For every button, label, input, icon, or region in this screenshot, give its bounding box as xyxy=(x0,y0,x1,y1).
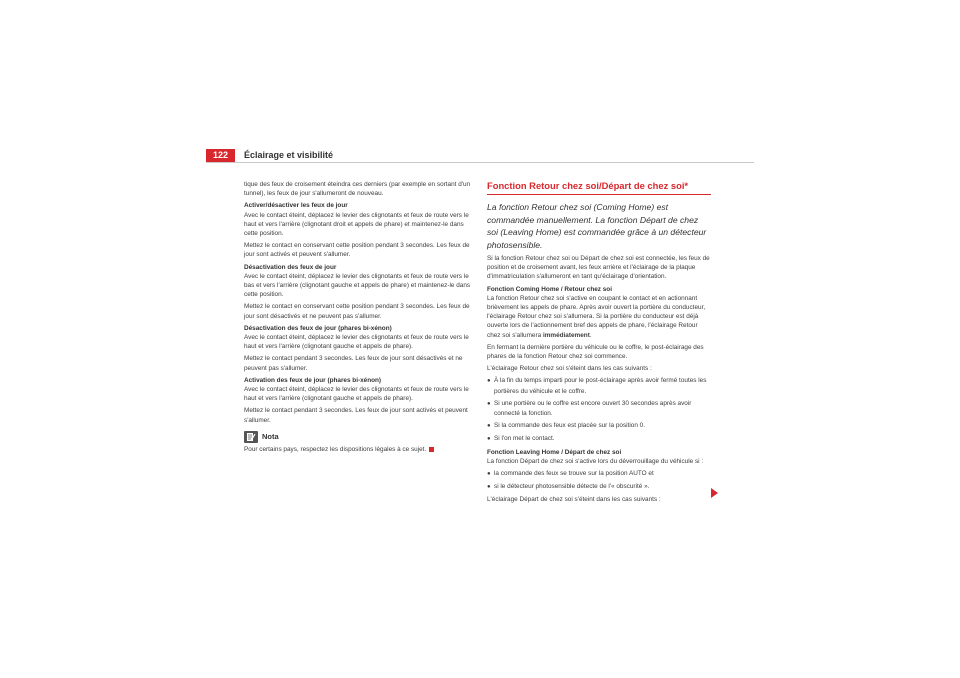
note-box xyxy=(244,431,472,454)
paragraph: Avec le contact éteint, déplacez le levier des clignotants et feux de route vers le haut et vers l'arrière (clignotant gauche et appels de phare). xyxy=(244,334,469,351)
list-item: ● si le détecteur photosensible détecte de l'« obscurité ». xyxy=(487,482,711,492)
paragraph: Avec le contact éteint, déplacez le levier des clignotants et feux de route vers le haut et vers l'arrière (clignotant gauche et appels de phare). xyxy=(244,386,469,403)
section-subtitle: La fonction Retour chez soi (Coming Home) est commandée manuellement. La fonction Départ de chez soi (Leaving Home) est commandée grâce à un détecteur photosensible. xyxy=(487,202,707,250)
bullet-icon: ● xyxy=(487,378,491,385)
section-heading: Désactivation des feux de jour xyxy=(244,263,337,271)
paragraph: Mettez le contact pendant 3 secondes. Les feux de jour sont désactivés et ne peuvent pas s'allumer. xyxy=(244,355,463,372)
bullet-icon: ● xyxy=(487,423,491,430)
section-title-underline xyxy=(487,194,711,195)
section-heading: Désactivation des feux de jour (phares bi-xénon) xyxy=(244,324,392,332)
note-text: Pour certains pays, respectez les dispositions légales à ce sujet. xyxy=(244,445,427,453)
list-item: ● la commande des feux se trouve sur la position AUTO et xyxy=(487,469,711,479)
section-heading: Fonction Leaving Home / Départ de chez soi xyxy=(487,448,622,456)
header-divider xyxy=(206,162,754,163)
list-item: ● Si la commande des feux est placée sur la position 0. xyxy=(487,421,711,431)
paragraph: En fermant la dernière portière du véhicule ou le coffre, le post-éclairage des phares de la fonction Retour chez soi commence. xyxy=(487,343,704,361)
note-label: Nota xyxy=(262,432,279,442)
bullet-icon: ● xyxy=(487,400,491,407)
bullet-icon: ● xyxy=(487,484,491,491)
paragraph: Mettez le contact pendant 3 secondes. Les feux de jour sont activés et peuvent s'allumer. xyxy=(244,407,468,424)
left-column xyxy=(244,180,472,454)
paragraph: Mettez le contact en conservant cette position pendant 3 secondes. Les feux de jour sont activés et peuvent s'allumer. xyxy=(244,242,470,259)
paragraph: L'éclairage Retour chez soi s'éteint dans les cas suivants : xyxy=(487,365,652,373)
end-of-section-marker xyxy=(429,447,434,452)
paragraph: Avec le contact éteint, déplacez le levier des clignotants et feux de route vers le haut et vers l'arrière (clignotant droit et appels de phare) et maintenez-le dans cette position. xyxy=(244,211,469,238)
chapter-title: Éclairage et visibilité xyxy=(244,150,334,160)
bullet-icon: ● xyxy=(487,436,491,443)
paragraph: La fonction Départ de chez soi s'active lors du déverrouillage du véhicule si : xyxy=(487,457,704,465)
emphasis-text: immédiatement xyxy=(542,331,590,339)
section-heading: Fonction Coming Home / Retour chez soi xyxy=(487,285,612,293)
bullet-icon: ● xyxy=(487,471,491,478)
intro-text: Si la fonction Retour chez soi ou Départ de chez soi est connectée, les feux de position et de croisement avant, les feux arrière et l'éclairage de la plaque d'immatriculation s'allumeront en tant qu'éclairage d'orientation. xyxy=(487,255,710,281)
paragraph: La fonction Retour chez soi s'active en coupant le contact et en actionnant brièvement les appels de phare. Après avoir ouvert la portière du conducteur, l'éclairage Retour chez soi s'allumera. Si la portière du conducteur est déjà ouverte lors de l'actionnement bref des appels de phare, l'éclairage Retour chez soi s'allumera xyxy=(487,294,706,339)
right-column: Fonction Retour chez soi/Départ de chez soi* La fonction Retour chez soi (Coming Home) est commandée manuellement. La fonction Départ de chez soi (Leaving Home) est commandée grâce à un détecteur photosensible. Si la fonction Retour chez soi ou Départ de chez soi est connectée, les feux de position et de croisement avant, les feux arrière et l'éclairage de la plaque d'immatriculation s'allumeront en tant qu'éclairage d'orientation. Fonction Coming Home / Retour chez soi La fonction Retour chez soi s'active en coupant le contact et en actionnant brièvement les appels de phare. Après avoir ouvert la portière du conducteur, l'éclairage Retour chez soi s'allumera. Si la portière du conducteur est déjà ouverte lors de l'actionnement bref des appels de phare, l'éclairage Retour chez soi s'allumera immédiatement. En fermant la dernière portière du véhicule ou le coffre, le post-éclairage des phares de la fonction Retour chez soi commence. L'éclairage Retour chez soi s'éteint dans les cas suivants : ● À la fin du temps imparti pour le post-éclairage après avoir fermé toutes les portières du véhicule et le coffre. ● Si une portière ou le coffre est encore ouvert 30 secondes après avoir connecté la fonction. ● Si la commande des feux est placée sur la position 0. ● Si l'on met le contact. Fonction Leaving Home / Départ de chez soi La fonction Départ de chez soi s'active lors du déverrouillage du véhicule si : ● la commande des feux se trouve sur la position AUTO et ● si le détecteur photosensible détecte de l'« obscurité ». L'éclairage Départ de chez soi s'éteint dans les cas suivants : xyxy=(487,180,710,504)
list-item: ● À la fin du temps imparti pour le post-éclairage après avoir fermé toutes les portières du véhicule et le coffre. xyxy=(487,377,707,395)
paragraph: Avec le contact éteint, déplacez le levier des clignotants et feux de route vers le bas et vers l'arrière (clignotant gauche et appels de phare) et maintenez-le dans cette position. xyxy=(244,272,471,299)
section-heading: Activer/désactiver les feux de jour xyxy=(244,202,348,210)
note-icon xyxy=(244,431,258,443)
list-item: ● Si une portière ou le coffre est encore ouvert 30 secondes après avoir connecté la fonction. xyxy=(487,399,692,418)
paragraph: L'éclairage Départ de chez soi s'éteint dans les cas suivants : xyxy=(487,496,661,504)
page-number: 122 xyxy=(206,149,235,162)
continue-arrow-icon xyxy=(711,488,718,498)
intro-text: tique des feux de croisement éteindra ces derniers (par exemple en sortant d'un tunnel), les feux de jour s'allumeront de nouveau. xyxy=(244,181,471,198)
paragraph: Mettez le contact en conservant cette position pendant 3 secondes. Les feux de jour sont désactivés et ne peuvent pas s'allumer. xyxy=(244,303,470,320)
section-heading: Activation des feux de jour (phares bi-xénon) xyxy=(244,376,382,384)
section-title: Fonction Retour chez soi/Départ de chez soi* xyxy=(487,180,689,191)
list-item: ● Si l'on met le contact. xyxy=(487,434,711,444)
